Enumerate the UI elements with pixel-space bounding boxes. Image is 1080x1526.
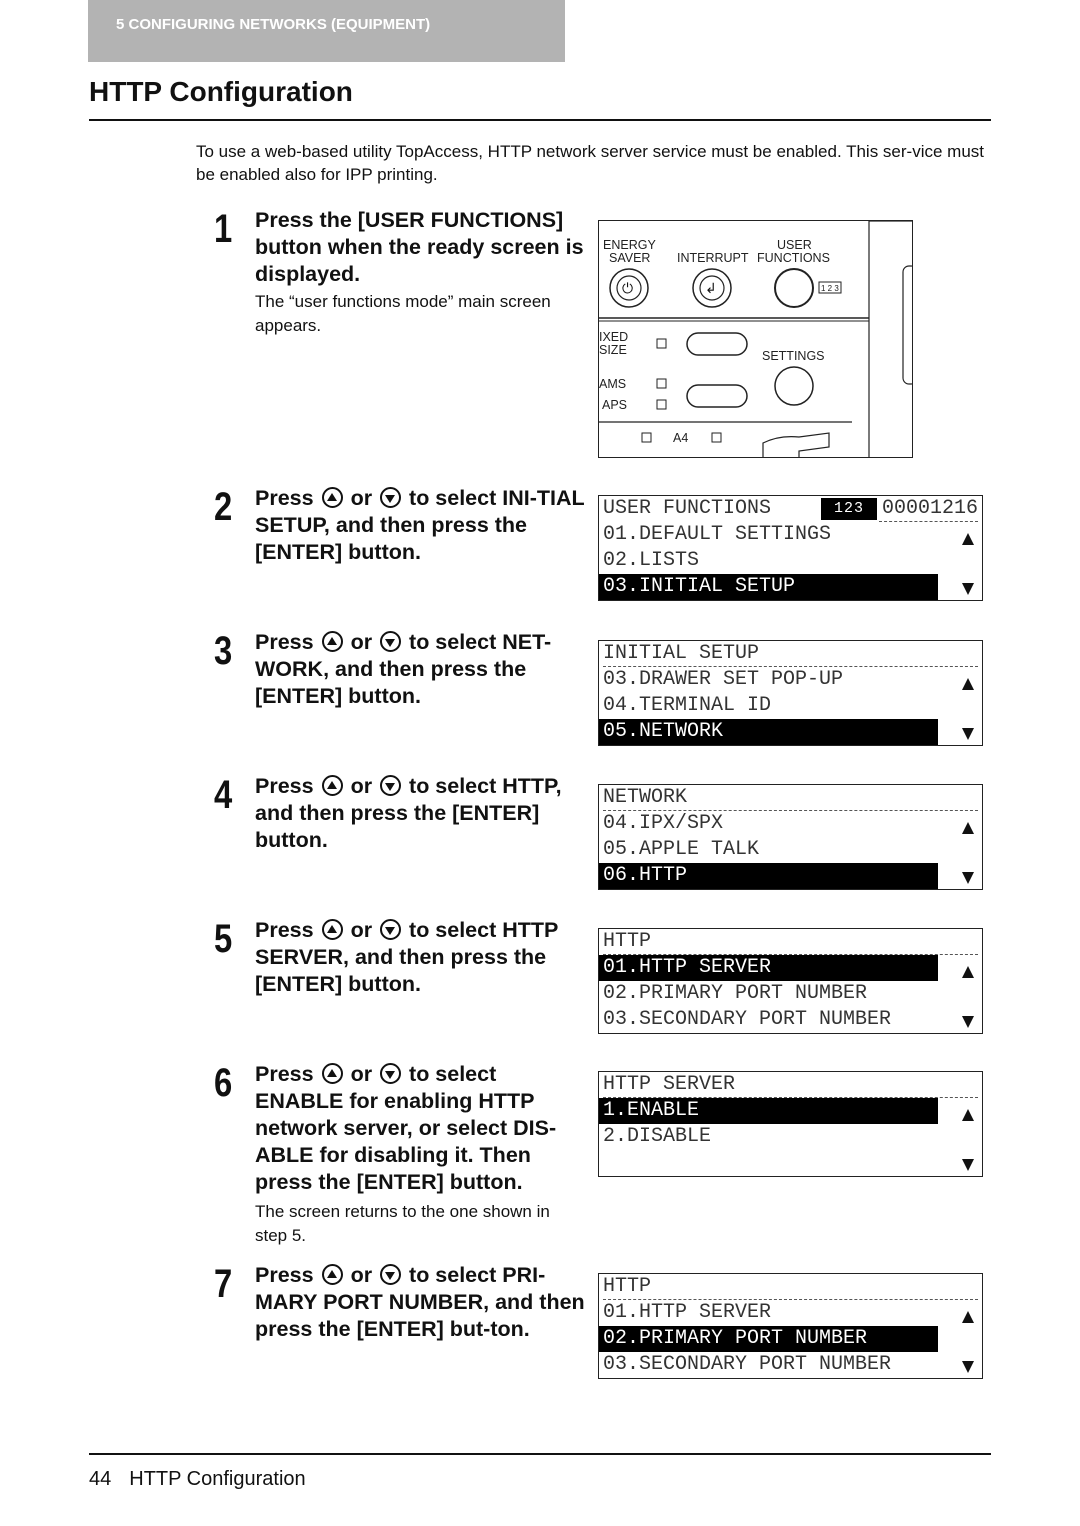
user-functions-label: USER: [777, 238, 812, 252]
down-arrow-button-icon: [380, 1264, 401, 1285]
energy-saver-label: ENERGY: [603, 238, 656, 252]
lcd-counter: 00001216: [881, 497, 978, 520]
fixed-size-label: IXED: [599, 330, 629, 344]
interrupt-label: INTERRUPT: [677, 251, 749, 265]
step-instruction: Press or to select INI-TIAL SETUP, and then press the [ENTER] button.: [255, 486, 585, 564]
lcd-menu-item-selected: 06.HTTP: [599, 863, 938, 889]
aps-label: APS: [602, 398, 628, 412]
lcd-screen-http: [598, 928, 983, 1034]
scroll-down-icon: [962, 583, 974, 595]
scroll-up-icon: [962, 822, 974, 834]
lcd-header: HTTP: [603, 1275, 652, 1298]
step-number: 4: [214, 773, 233, 817]
lcd-screen-network: [598, 784, 983, 890]
lcd-menu-item: 04.TERMINAL ID: [603, 694, 772, 717]
step-instruction: Press or to select HTTP, and then press the [ENTER] button.: [255, 774, 562, 852]
scroll-down-icon: [962, 728, 974, 740]
scroll-down-icon: [962, 872, 974, 884]
lcd-screen-user-functions: [598, 495, 983, 601]
scroll-up-icon: [962, 1109, 974, 1121]
step-number: 1: [214, 207, 233, 251]
lcd-menu-item: 02.LISTS: [603, 549, 700, 572]
page-number: 44: [89, 1468, 112, 1490]
down-arrow-button-icon: [380, 631, 401, 652]
up-arrow-button-icon: [322, 775, 343, 796]
step-number: 2: [214, 485, 233, 529]
step-instruction: Press or to select NET-WORK, and then press the [ENTER] button.: [255, 630, 552, 708]
down-arrow-button-icon: [380, 919, 401, 940]
lcd-header: USER FUNCTIONS: [603, 497, 772, 520]
user-functions-label: FUNCTIONS: [757, 251, 830, 265]
step-number: 6: [214, 1061, 233, 1105]
up-arrow-button-icon: [322, 487, 343, 508]
scroll-up-icon: [962, 678, 974, 690]
scroll-down-icon: [962, 1016, 974, 1028]
step-number: 7: [214, 1262, 233, 1306]
interrupt-icon: ↲: [705, 280, 717, 296]
scroll-up-icon: [962, 1311, 974, 1323]
lcd-menu-item: 01.HTTP SERVER: [603, 1301, 772, 1324]
lcd-menu-item: 03.SECONDARY PORT NUMBER: [603, 1008, 892, 1031]
settings-label: SETTINGS: [762, 349, 825, 363]
lcd-menu-item-selected: 05.NETWORK: [599, 719, 938, 745]
scroll-down-icon: [962, 1159, 974, 1171]
lcd-screen-initial-setup: [598, 640, 983, 746]
lcd-screen-http-server: [598, 1071, 983, 1177]
lcd-badge: 123: [821, 498, 877, 520]
energy-saver-label: SAVER: [609, 251, 651, 265]
footer-divider: [89, 1453, 991, 1455]
user-functions-badge: 1 2 3: [821, 284, 839, 293]
paper-size-label: A4: [673, 431, 689, 445]
footer-title: HTTP Configuration: [129, 1468, 306, 1490]
up-arrow-button-icon: [322, 1063, 343, 1084]
step-number: 5: [214, 917, 233, 961]
lcd-menu-item: 01.DEFAULT SETTINGS: [603, 523, 832, 546]
lcd-menu-item: 04.IPX/SPX: [603, 812, 724, 835]
lcd-menu-item-selected: 03.INITIAL SETUP: [599, 574, 938, 600]
lcd-menu-item: 02.PRIMARY PORT NUMBER: [603, 982, 868, 1005]
lcd-menu-item: 03.SECONDARY PORT NUMBER: [603, 1353, 892, 1376]
up-arrow-button-icon: [322, 919, 343, 940]
lcd-menu-item-selected: 1.ENABLE: [599, 1098, 938, 1124]
lcd-menu-item: 03.DRAWER SET POP-UP: [603, 668, 844, 691]
down-arrow-button-icon: [380, 1063, 401, 1084]
lcd-menu-item: 2.DISABLE: [603, 1125, 712, 1148]
scroll-down-icon: [962, 1361, 974, 1373]
lcd-screen-http-primary-port: [598, 1273, 983, 1379]
up-arrow-button-icon: [322, 631, 343, 652]
chapter-header: 5 CONFIGURING NETWORKS (EQUIPMENT): [88, 0, 565, 62]
lcd-header: HTTP SERVER: [603, 1073, 736, 1096]
up-arrow-button-icon: [322, 1264, 343, 1285]
control-panel-illustration: [598, 220, 913, 458]
lcd-header: INITIAL SETUP: [603, 642, 760, 665]
scroll-up-icon: [962, 966, 974, 978]
step-note: The screen returns to the one shown in step 5.: [255, 1202, 550, 1245]
down-arrow-button-icon: [380, 775, 401, 796]
lcd-header: HTTP: [603, 930, 652, 953]
fixed-size-label: SIZE: [599, 343, 627, 357]
step-instruction: Press the [USER FUNCTIONS] button when the ready screen is displayed.: [255, 208, 584, 286]
step-instruction: Press or to select PRI-MARY PORT NUMBER, and then press the [ENTER] but-ton.: [255, 1263, 585, 1341]
intro-paragraph: To use a web-based utility TopAccess, HTTP network server service must be enabled. This ser-vice must be enabled also for IPP printing.: [196, 142, 984, 184]
step-number: 3: [214, 629, 233, 673]
down-arrow-button-icon: [380, 487, 401, 508]
step-instruction: Press or to select ENABLE for enabling HTTP network server, or select DIS-ABLE for disabling it. Then press the [ENTER] button.: [255, 1062, 557, 1194]
lcd-menu-item: 05.APPLE TALK: [603, 838, 760, 861]
step-instruction: Press or to select HTTP SERVER, and then press the [ENTER] button.: [255, 918, 558, 996]
scroll-up-icon: [962, 533, 974, 545]
page-title: HTTP Configuration: [89, 76, 353, 107]
energy-saver-icon: ⏻: [622, 280, 634, 296]
lcd-menu-item-selected: 01.HTTP SERVER: [599, 955, 938, 981]
lcd-menu-item-selected: 02.PRIMARY PORT NUMBER: [599, 1326, 938, 1352]
page-footer: [89, 1468, 324, 1491]
title-divider: [89, 119, 991, 121]
step-note: The “user functions mode” main screen appears.: [255, 292, 551, 335]
ams-label: AMS: [599, 377, 627, 391]
lcd-header: NETWORK: [603, 786, 688, 809]
